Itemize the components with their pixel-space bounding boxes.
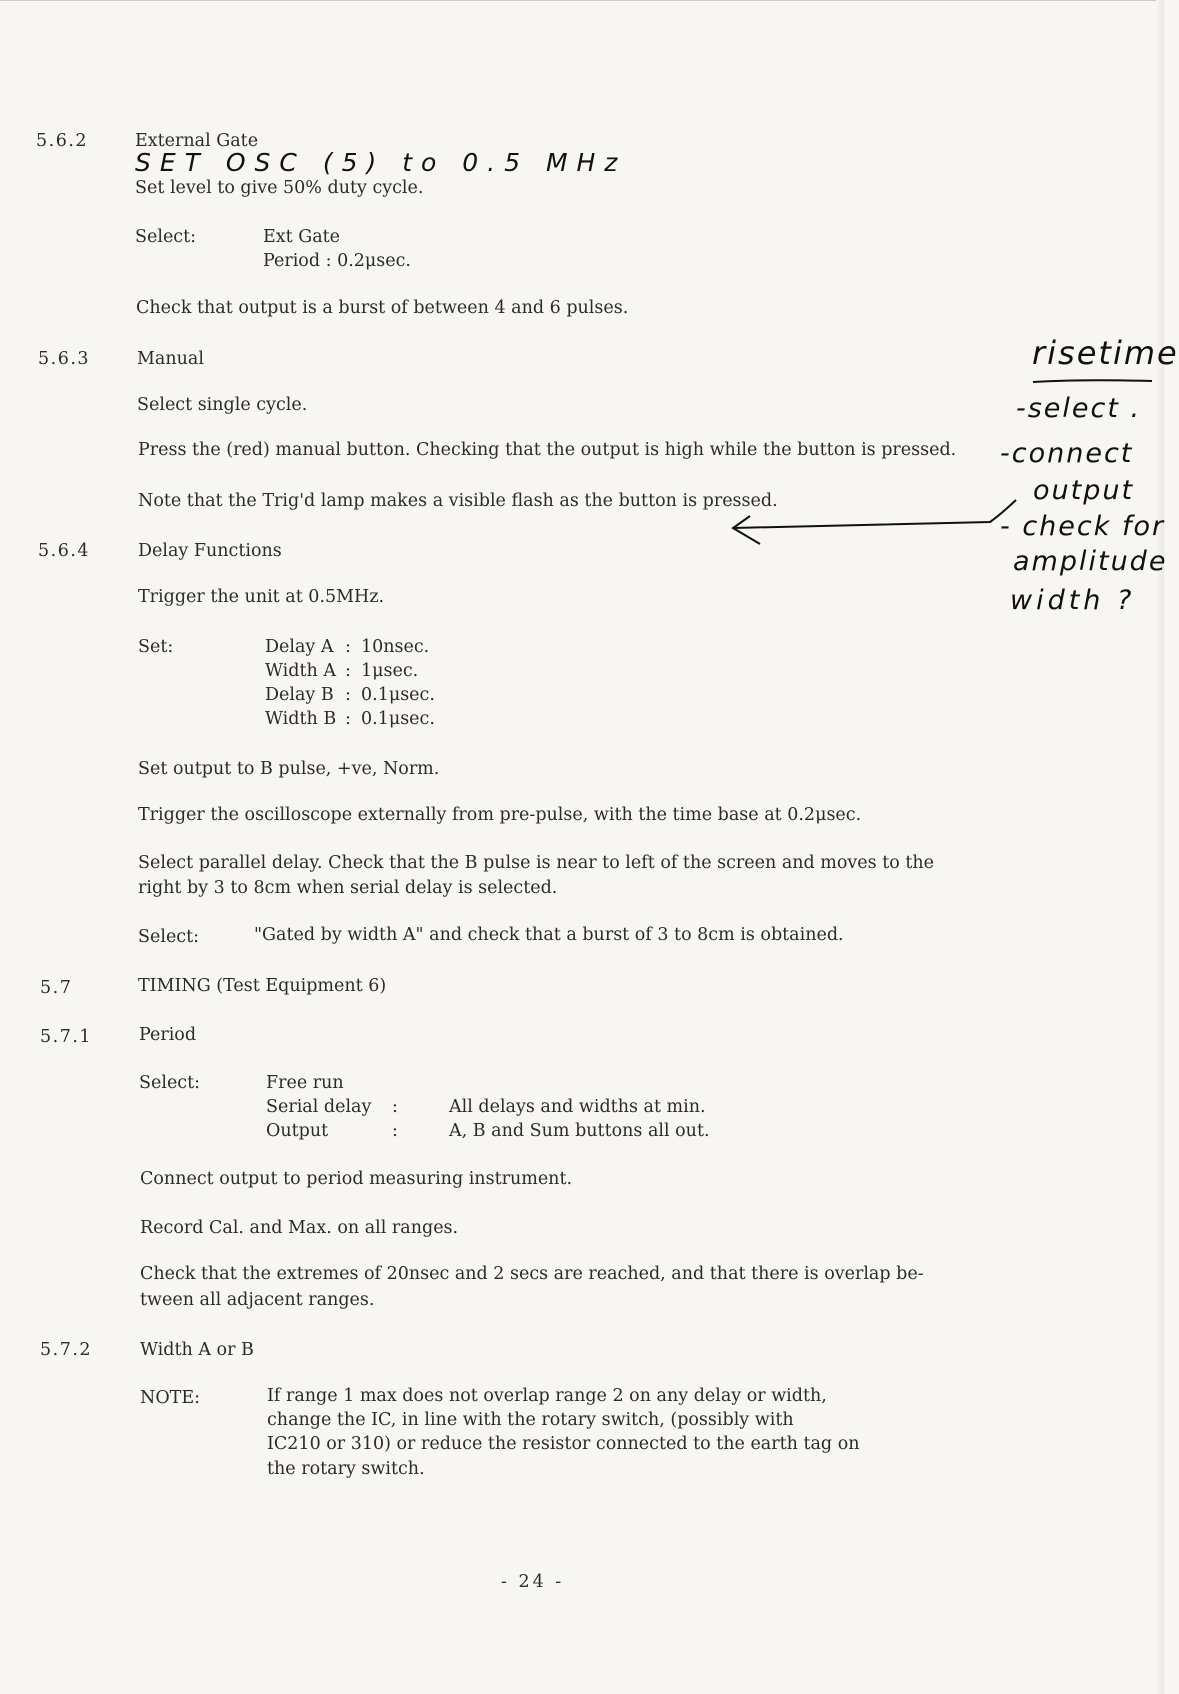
select-row-value: A, B and Sum buttons all out. bbox=[449, 1121, 710, 1141]
paragraph: Set output to B pulse, +ve, Norm. bbox=[138, 759, 440, 779]
section-number: 5.6.3 bbox=[38, 349, 91, 369]
handwritten-annotation: - check for bbox=[1000, 511, 1166, 542]
paragraph: Trigger the unit at 0.5MHz. bbox=[138, 587, 385, 607]
set-row-value: 0.1μsec. bbox=[361, 709, 435, 729]
paragraph: Check that output is a burst of between 4 and 6 pulses. bbox=[136, 298, 629, 318]
set-row-name: Width B bbox=[265, 709, 337, 729]
paragraph: Set level to give 50% duty cycle. bbox=[135, 178, 424, 198]
paragraph: Record Cal. and Max. on all ranges. bbox=[140, 1218, 459, 1238]
set-label: Set: bbox=[138, 637, 174, 657]
section-title: External Gate bbox=[135, 131, 259, 151]
set-row-colon: : bbox=[345, 685, 351, 705]
section-title: Delay Functions bbox=[138, 541, 282, 561]
section-title: TIMING (Test Equipment 6) bbox=[138, 976, 387, 996]
handwritten-annotation: -connect bbox=[1000, 438, 1134, 469]
set-row-name: Delay A bbox=[265, 637, 334, 657]
section-title: Width A or B bbox=[140, 1340, 254, 1360]
handwritten-annotation: amplitude bbox=[1013, 546, 1168, 577]
note-line: change the IC, in line with the rotary switch, (possibly with bbox=[267, 1410, 794, 1430]
set-row-value: 10nsec. bbox=[361, 637, 430, 657]
paragraph: right by 3 to 8cm when serial delay is selected. bbox=[138, 878, 558, 898]
section-title: Manual bbox=[137, 349, 204, 369]
paragraph: Press the (red) manual button. Checking that the output is high while the button is pressed. bbox=[138, 440, 957, 460]
note-line: IC210 or 310) or reduce the resistor connected to the earth tag on bbox=[267, 1434, 860, 1454]
handwritten-osc-note: SET OSC (5) to 0.5 MHz bbox=[135, 148, 627, 177]
handwritten-annotation: risetime bbox=[1032, 334, 1179, 372]
page-number: - 24 - bbox=[501, 1572, 565, 1592]
select-value: Ext Gate bbox=[263, 227, 341, 247]
select-value: Period : 0.2μsec. bbox=[263, 251, 411, 271]
paragraph: Check that the extremes of 20nsec and 2 secs are reached, and that there is overlap be- bbox=[140, 1264, 924, 1284]
paragraph: Connect output to period measuring instrument. bbox=[140, 1169, 573, 1189]
select-label: Select: bbox=[139, 1073, 201, 1093]
annotation-underline bbox=[1033, 380, 1152, 382]
select-row-name: Serial delay bbox=[266, 1097, 372, 1117]
section-number: 5.7 bbox=[40, 978, 73, 998]
section-number: 5.6.4 bbox=[38, 541, 91, 561]
section-title: Period bbox=[139, 1025, 197, 1045]
paragraph: Select single cycle. bbox=[137, 395, 308, 415]
paragraph: Select parallel delay. Check that the B pulse is near to left of the screen and moves to the bbox=[138, 853, 935, 873]
set-row-value: 0.1μsec. bbox=[361, 685, 435, 705]
select-label: Select: bbox=[138, 927, 200, 947]
paragraph: Trigger the oscilloscope externally from pre-pulse, with the time base at 0.2μsec. bbox=[138, 805, 862, 825]
set-row-name: Delay B bbox=[265, 685, 334, 705]
select-value: "Gated by width A" and check that a burst of 3 to 8cm is obtained. bbox=[254, 925, 844, 945]
set-row-colon: : bbox=[345, 709, 351, 729]
set-row-name: Width A bbox=[265, 661, 336, 681]
handwritten-annotation: -select . bbox=[1016, 393, 1142, 424]
select-row-name: Free run bbox=[266, 1073, 344, 1093]
select-row-name: Output bbox=[266, 1121, 329, 1141]
select-row-colon: : bbox=[392, 1121, 398, 1141]
note-label: NOTE: bbox=[140, 1388, 201, 1408]
section-number: 5.7.2 bbox=[40, 1340, 93, 1360]
paragraph: tween all adjacent ranges. bbox=[140, 1290, 375, 1310]
annotation-arrow-line bbox=[733, 500, 1016, 528]
paragraph: Note that the Trig'd lamp makes a visible flash as the button is pressed. bbox=[138, 491, 778, 511]
select-label: Select: bbox=[135, 227, 197, 247]
handwritten-annotation: output bbox=[1033, 475, 1135, 506]
set-row-value: 1μsec. bbox=[361, 661, 419, 681]
handwritten-annotation: width ? bbox=[1010, 585, 1136, 616]
select-row-value: All delays and widths at min. bbox=[449, 1097, 706, 1117]
note-line: the rotary switch. bbox=[267, 1459, 425, 1479]
select-row-colon: : bbox=[392, 1097, 398, 1117]
set-row-colon: : bbox=[345, 661, 351, 681]
section-number: 5.7.1 bbox=[40, 1027, 93, 1047]
set-row-colon: : bbox=[345, 637, 351, 657]
annotation-arrow-head bbox=[733, 516, 760, 544]
section-number: 5.6.2 bbox=[36, 131, 89, 151]
note-line: If range 1 max does not overlap range 2 on any delay or width, bbox=[267, 1386, 827, 1406]
